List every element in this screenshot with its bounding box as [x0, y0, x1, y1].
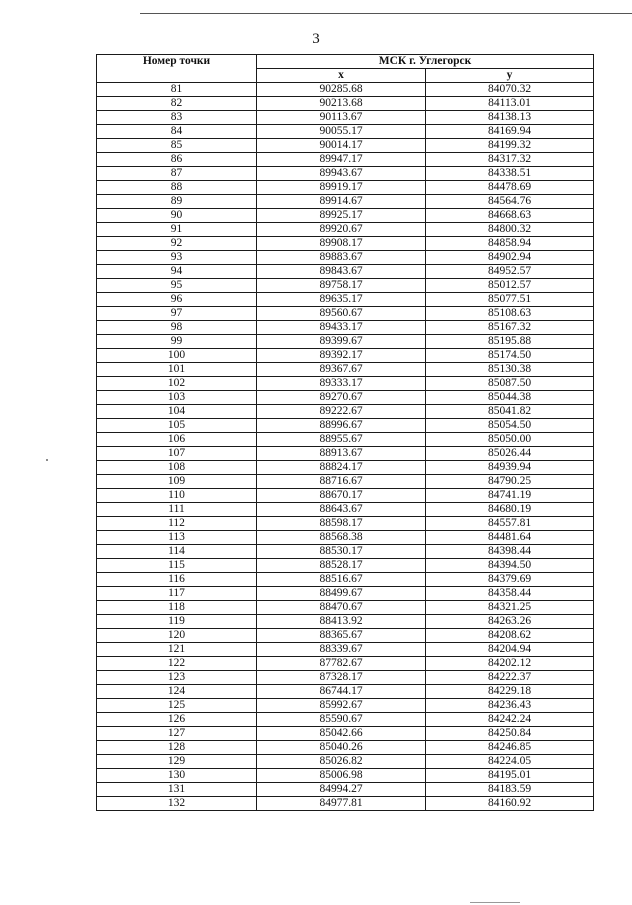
table-row [97, 699, 594, 713]
cell-x: 88516.67 [257, 573, 426, 587]
cell-y: 84317.32 [426, 153, 594, 167]
table-row [97, 475, 594, 489]
cell-point-number: 84 [97, 125, 257, 139]
cell-x: 84994.27 [257, 783, 426, 797]
cell-point-number: 125 [97, 699, 257, 713]
cell-point-number: 124 [97, 685, 257, 699]
cell-y: 84680.19 [426, 503, 594, 517]
cell-point-number: 104 [97, 405, 257, 419]
table-row [97, 139, 594, 153]
cell-y: 84478.69 [426, 181, 594, 195]
cell-x: 87782.67 [257, 657, 426, 671]
cell-point-number: 131 [97, 783, 257, 797]
cell-x: 88528.17 [257, 559, 426, 573]
cell-x: 88670.17 [257, 489, 426, 503]
cell-point-number: 83 [97, 111, 257, 125]
table-row [97, 83, 594, 97]
cell-y: 84222.37 [426, 671, 594, 685]
cell-x: 88824.17 [257, 461, 426, 475]
table-row [97, 153, 594, 167]
cell-x: 89399.67 [257, 335, 426, 349]
cell-x: 85006.98 [257, 769, 426, 783]
cell-point-number: 100 [97, 349, 257, 363]
cell-y: 85077.51 [426, 293, 594, 307]
top-rule [140, 13, 632, 14]
table-row [97, 545, 594, 559]
cell-point-number: 97 [97, 307, 257, 321]
table-row [97, 629, 594, 643]
cell-y: 84741.19 [426, 489, 594, 503]
header-point-number: Номер точки [97, 55, 257, 83]
cell-y: 84070.32 [426, 83, 594, 97]
cell-x: 88716.67 [257, 475, 426, 489]
cell-x: 88913.67 [257, 447, 426, 461]
cell-x: 86744.17 [257, 685, 426, 699]
cell-y: 84668.63 [426, 209, 594, 223]
cell-y: 84394.50 [426, 559, 594, 573]
cell-x: 88568.38 [257, 531, 426, 545]
table-row [97, 587, 594, 601]
table-row [97, 797, 594, 811]
cell-y: 84199.32 [426, 139, 594, 153]
cell-point-number: 99 [97, 335, 257, 349]
cell-y: 84246.85 [426, 741, 594, 755]
cell-x: 88996.67 [257, 419, 426, 433]
cell-point-number: 91 [97, 223, 257, 237]
table-row [97, 321, 594, 335]
cell-y: 84263.26 [426, 615, 594, 629]
cell-y: 85026.44 [426, 447, 594, 461]
table-row [97, 433, 594, 447]
table-row [97, 251, 594, 265]
cell-point-number: 120 [97, 629, 257, 643]
table-row [97, 769, 594, 783]
cell-point-number: 82 [97, 97, 257, 111]
cell-x: 88530.17 [257, 545, 426, 559]
cell-x: 89758.17 [257, 279, 426, 293]
cell-x: 85992.67 [257, 699, 426, 713]
cell-y: 84236.43 [426, 699, 594, 713]
cell-x: 90014.17 [257, 139, 426, 153]
cell-x: 89560.67 [257, 307, 426, 321]
header-x: x [257, 69, 426, 83]
cell-point-number: 85 [97, 139, 257, 153]
cell-point-number: 92 [97, 237, 257, 251]
cell-point-number: 118 [97, 601, 257, 615]
cell-x: 90213.68 [257, 97, 426, 111]
table-row [97, 713, 594, 727]
cell-y: 84138.13 [426, 111, 594, 125]
cell-y: 85108.63 [426, 307, 594, 321]
cell-point-number: 122 [97, 657, 257, 671]
table-row [97, 335, 594, 349]
cell-y: 85012.57 [426, 279, 594, 293]
table-row [97, 167, 594, 181]
table-row [97, 377, 594, 391]
cell-y: 84204.94 [426, 643, 594, 657]
cell-point-number: 96 [97, 293, 257, 307]
cell-point-number: 112 [97, 517, 257, 531]
table-row [97, 601, 594, 615]
cell-x: 89908.17 [257, 237, 426, 251]
table-row [97, 307, 594, 321]
table-row [97, 573, 594, 587]
cell-point-number: 117 [97, 587, 257, 601]
cell-point-number: 87 [97, 167, 257, 181]
cell-x: 90113.67 [257, 111, 426, 125]
cell-y: 84242.24 [426, 713, 594, 727]
table-row [97, 419, 594, 433]
cell-x: 89635.17 [257, 293, 426, 307]
table-row [97, 265, 594, 279]
cell-y: 85041.82 [426, 405, 594, 419]
cell-y: 84564.76 [426, 195, 594, 209]
cell-point-number: 93 [97, 251, 257, 265]
cell-y: 84338.51 [426, 167, 594, 181]
cell-x: 90285.68 [257, 83, 426, 97]
cell-point-number: 115 [97, 559, 257, 573]
cell-y: 84358.44 [426, 587, 594, 601]
scan-speck [46, 459, 48, 461]
cell-x: 88643.67 [257, 503, 426, 517]
table-row [97, 195, 594, 209]
table-row [97, 293, 594, 307]
table-row [97, 489, 594, 503]
cell-y: 84160.92 [426, 797, 594, 811]
table-row [97, 671, 594, 685]
cell-x: 89333.17 [257, 377, 426, 391]
table-row [97, 559, 594, 573]
cell-point-number: 95 [97, 279, 257, 293]
cell-point-number: 132 [97, 797, 257, 811]
cell-y: 84800.32 [426, 223, 594, 237]
table-row [97, 643, 594, 657]
header-y: y [426, 69, 594, 83]
cell-y: 84113.01 [426, 97, 594, 111]
cell-point-number: 129 [97, 755, 257, 769]
cell-y: 84224.05 [426, 755, 594, 769]
table-row [97, 237, 594, 251]
cell-x: 89883.67 [257, 251, 426, 265]
cell-x: 88365.67 [257, 629, 426, 643]
cell-y: 85195.88 [426, 335, 594, 349]
cell-point-number: 113 [97, 531, 257, 545]
page-number: 3 [312, 31, 320, 47]
cell-x: 88499.67 [257, 587, 426, 601]
table-row [97, 517, 594, 531]
cell-point-number: 98 [97, 321, 257, 335]
bottom-scan-mark [470, 902, 520, 903]
cell-y: 84321.25 [426, 601, 594, 615]
cell-point-number: 114 [97, 545, 257, 559]
cell-x: 85042.66 [257, 727, 426, 741]
cell-x: 85590.67 [257, 713, 426, 727]
cell-y: 84229.18 [426, 685, 594, 699]
table-row [97, 363, 594, 377]
table-row [97, 783, 594, 797]
cell-x: 89433.17 [257, 321, 426, 335]
cell-x: 88413.92 [257, 615, 426, 629]
cell-point-number: 108 [97, 461, 257, 475]
table-row [97, 405, 594, 419]
cell-x: 90055.17 [257, 125, 426, 139]
cell-point-number: 119 [97, 615, 257, 629]
table-row [97, 223, 594, 237]
cell-y: 84481.64 [426, 531, 594, 545]
cell-x: 84977.81 [257, 797, 426, 811]
table-row [97, 447, 594, 461]
cell-y: 85174.50 [426, 349, 594, 363]
cell-x: 89947.17 [257, 153, 426, 167]
cell-x: 89843.67 [257, 265, 426, 279]
cell-x: 89925.17 [257, 209, 426, 223]
cell-y: 85044.38 [426, 391, 594, 405]
cell-point-number: 126 [97, 713, 257, 727]
cell-point-number: 127 [97, 727, 257, 741]
cell-point-number: 105 [97, 419, 257, 433]
cell-y: 84858.94 [426, 237, 594, 251]
cell-y: 85087.50 [426, 377, 594, 391]
cell-y: 84902.94 [426, 251, 594, 265]
cell-y: 85130.38 [426, 363, 594, 377]
cell-point-number: 81 [97, 83, 257, 97]
cell-point-number: 123 [97, 671, 257, 685]
table-row [97, 461, 594, 475]
cell-point-number: 89 [97, 195, 257, 209]
cell-point-number: 107 [97, 447, 257, 461]
cell-y: 84379.69 [426, 573, 594, 587]
cell-x: 89367.67 [257, 363, 426, 377]
table-row [97, 615, 594, 629]
cell-x: 89914.67 [257, 195, 426, 209]
cell-point-number: 103 [97, 391, 257, 405]
cell-y: 84790.25 [426, 475, 594, 489]
table-row [97, 741, 594, 755]
cell-x: 85040.26 [257, 741, 426, 755]
cell-point-number: 88 [97, 181, 257, 195]
cell-y: 84952.57 [426, 265, 594, 279]
cell-point-number: 109 [97, 475, 257, 489]
coordinates-table [96, 54, 594, 811]
cell-y: 84195.01 [426, 769, 594, 783]
table-row [97, 755, 594, 769]
table-row [97, 685, 594, 699]
cell-point-number: 94 [97, 265, 257, 279]
cell-y: 85050.00 [426, 433, 594, 447]
table-row [97, 503, 594, 517]
cell-y: 84250.84 [426, 727, 594, 741]
cell-y: 85054.50 [426, 419, 594, 433]
cell-y: 84169.94 [426, 125, 594, 139]
cell-x: 89919.17 [257, 181, 426, 195]
cell-x: 89920.67 [257, 223, 426, 237]
table-row [97, 349, 594, 363]
table-row [97, 279, 594, 293]
cell-y: 84398.44 [426, 545, 594, 559]
table-row [97, 391, 594, 405]
cell-x: 89392.17 [257, 349, 426, 363]
cell-x: 89943.67 [257, 167, 426, 181]
cell-x: 88598.17 [257, 517, 426, 531]
table-row [97, 209, 594, 223]
cell-x: 89222.67 [257, 405, 426, 419]
cell-x: 89270.67 [257, 391, 426, 405]
table-row [97, 531, 594, 545]
cell-point-number: 130 [97, 769, 257, 783]
cell-x: 88339.67 [257, 643, 426, 657]
cell-point-number: 121 [97, 643, 257, 657]
table-row [97, 97, 594, 111]
cell-point-number: 90 [97, 209, 257, 223]
cell-x: 85026.82 [257, 755, 426, 769]
table-row [97, 111, 594, 125]
table-row [97, 727, 594, 741]
header-coordinate-system: МСК г. Углегорск [257, 55, 594, 69]
cell-x: 87328.17 [257, 671, 426, 685]
table-row [97, 125, 594, 139]
cell-y: 85167.32 [426, 321, 594, 335]
cell-point-number: 102 [97, 377, 257, 391]
cell-point-number: 116 [97, 573, 257, 587]
cell-point-number: 86 [97, 153, 257, 167]
cell-x: 88955.67 [257, 433, 426, 447]
cell-y: 84183.59 [426, 783, 594, 797]
table-row [97, 181, 594, 195]
cell-point-number: 106 [97, 433, 257, 447]
cell-point-number: 111 [97, 503, 257, 517]
table-row [97, 657, 594, 671]
cell-point-number: 128 [97, 741, 257, 755]
cell-point-number: 110 [97, 489, 257, 503]
cell-y: 84557.81 [426, 517, 594, 531]
cell-y: 84202.12 [426, 657, 594, 671]
table-body [97, 83, 594, 811]
cell-y: 84939.94 [426, 461, 594, 475]
cell-point-number: 101 [97, 363, 257, 377]
cell-y: 84208.62 [426, 629, 594, 643]
cell-x: 88470.67 [257, 601, 426, 615]
